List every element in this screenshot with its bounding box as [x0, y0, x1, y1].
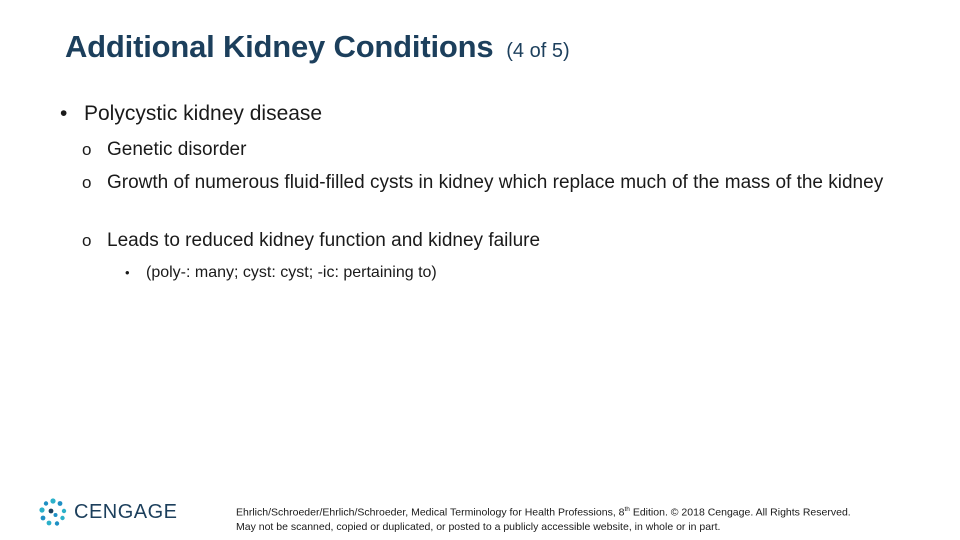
copyright-footer — [236, 503, 851, 535]
sub-sub-bullet-word-parts — [125, 264, 437, 282]
cengage-logo-icon — [38, 497, 68, 527]
sub-bullet-marker: o — [82, 173, 92, 192]
slide-counter: (4 of 5) — [506, 40, 570, 62]
sub-bullet-text: Growth of numerous fluid-filled cysts in kidney which replace much of the mass of the kidney — [107, 172, 884, 193]
bullet-text: Polycystic kidney disease — [84, 102, 323, 125]
sub-sub-bullet-marker: • — [125, 265, 130, 280]
footer-citation: Ehrlich/Schroeder/Ehrlich/Schroeder, Medical Terminology for Health Professions, 8 — [236, 506, 625, 519]
sub-bullet-text: Genetic disorder — [107, 139, 247, 160]
sub-bullet-genetic-disorder — [82, 138, 922, 162]
footer-copyright: Edition. © 2018 Cengage. All Rights Reserved. — [629, 506, 851, 519]
logo-wordmark: CENGAGE — [74, 500, 178, 523]
sub-bullet-marker: o — [82, 231, 92, 250]
sub-bullet-reduced-function — [82, 229, 922, 253]
cengage-logo — [38, 497, 178, 527]
footer-line-2: May not be scanned, copied or duplicated, or posted to a publicly accessible website, in whole or in part. — [236, 521, 721, 533]
sub-bullet-marker: o — [82, 140, 92, 159]
footer-line-1 — [236, 503, 851, 520]
sub-sub-bullet-text: (poly-: many; cyst: cyst; -ic: pertaining to) — [146, 264, 437, 281]
footer-superscript: th — [624, 506, 630, 513]
sub-bullet-text: Leads to reduced kidney function and kidney failure — [107, 230, 541, 251]
bullet-polycystic-kidney-disease — [60, 102, 322, 126]
sub-bullet-growth-of-cysts — [82, 171, 922, 195]
bullet-marker: • — [60, 102, 68, 125]
slide-title-main: Additional Kidney Conditions — [65, 29, 494, 64]
